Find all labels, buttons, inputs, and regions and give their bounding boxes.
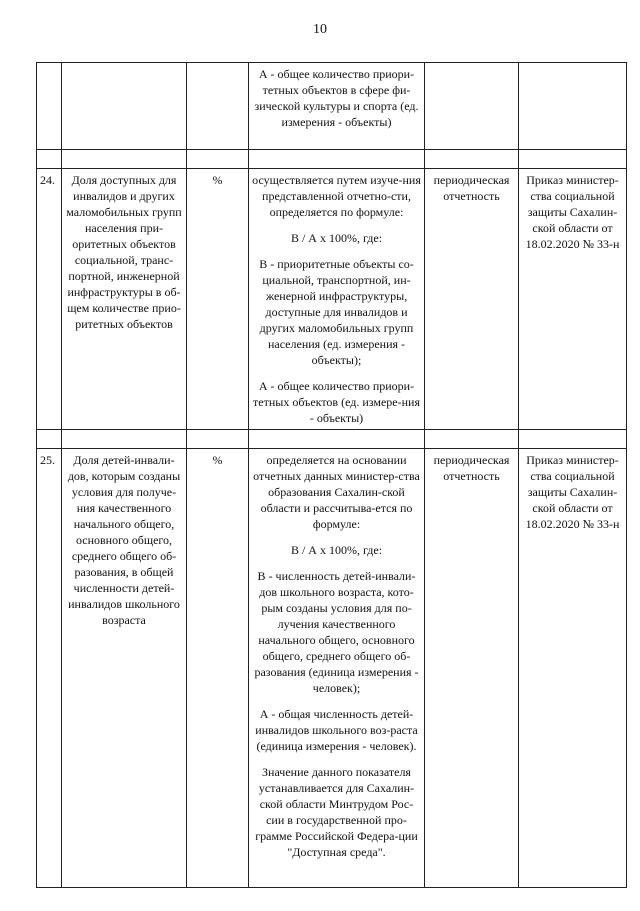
method-paragraph: Значение данного показателя устанавливается для Сахалин-ской области Минтрудом Рос-сии в государственной про-грамме Российской Федера-ции "Доступная среда". [255, 765, 418, 859]
page-number: 10 [313, 22, 327, 37]
method-paragraph: А - общее количество приори-тетных объектов (ед. измере-ния - объекты) [253, 379, 420, 425]
method-paragraph: А - общее количество приори-тетных объектов в сфере фи-зической культуры и спорта (ед. измерения - объекты) [254, 67, 419, 129]
method-paragraph: осуществляется путем изуче-ния представленной отчетно-сти, определяется по формуле: [252, 173, 421, 219]
cell-unit: % [187, 169, 249, 430]
cell-number: 24. [37, 169, 62, 430]
method-formula: В / А х 100%, где: [290, 543, 383, 557]
cell-source: Приказ министер-ства социальной защиты Сахалин-ской области от 18.02.2020 № 33-н [519, 449, 627, 888]
table-row-24 [37, 169, 627, 430]
cell-source [519, 63, 627, 150]
cell-number [37, 63, 62, 150]
cell-name: Доля детей-инвали-дов, которым созданы условия для получе-ния качественного начального общего, основного общего, среднего общего об-разования, в общей численности детей-инвалидов школьного возраста [62, 449, 187, 888]
table-row-25 [37, 449, 627, 888]
cell-name: Доля доступных для инвалидов и других маломобильных групп населения при-оритетных объектов социальной, транс-портной, инженерной инфраструктуры в об-щем количестве прио-ритетных объектов [62, 169, 187, 430]
indicators-table [36, 62, 627, 888]
method-formula: В / А х 100%, где: [290, 231, 383, 245]
method-paragraph: определяется на основании отчетных данных министер-ства образования Сахалин-ской области и рассчитыва-ется по формуле: [253, 453, 420, 531]
cell-number: 25. [37, 449, 62, 888]
table-separator [37, 430, 627, 449]
method-paragraph: А - общая численность детей-инвалидов школьного воз-раста (единица измерения - человек). [255, 707, 418, 753]
cell-unit [187, 63, 249, 150]
cell-periodicity [425, 63, 519, 150]
cell-source: Приказ министер-ства социальной защиты Сахалин-ской области от 18.02.2020 № 33-н [519, 169, 627, 430]
method-paragraph: В - численность детей-инвали-дов школьного возраста, кото-рым созданы условия для по-лучения качественного начального общего, основного общего, среднего общего об-разования (единица измерения - человек); [254, 569, 419, 695]
table-row-continuation [37, 63, 627, 150]
cell-method [249, 63, 425, 150]
cell-method [249, 169, 425, 430]
cell-name [62, 63, 187, 150]
method-paragraph: В - приоритетные объекты со-циальной, транспортной, ин-женерной инфраструктуры, доступные для инвалидов и других маломобильных групп населения (ед. измерения - объекты); [259, 257, 414, 367]
cell-unit: % [187, 449, 249, 888]
table-separator [37, 150, 627, 169]
cell-periodicity: периодическая отчетность [425, 449, 519, 888]
cell-method [249, 449, 425, 888]
cell-periodicity: периодическая отчетность [425, 169, 519, 430]
